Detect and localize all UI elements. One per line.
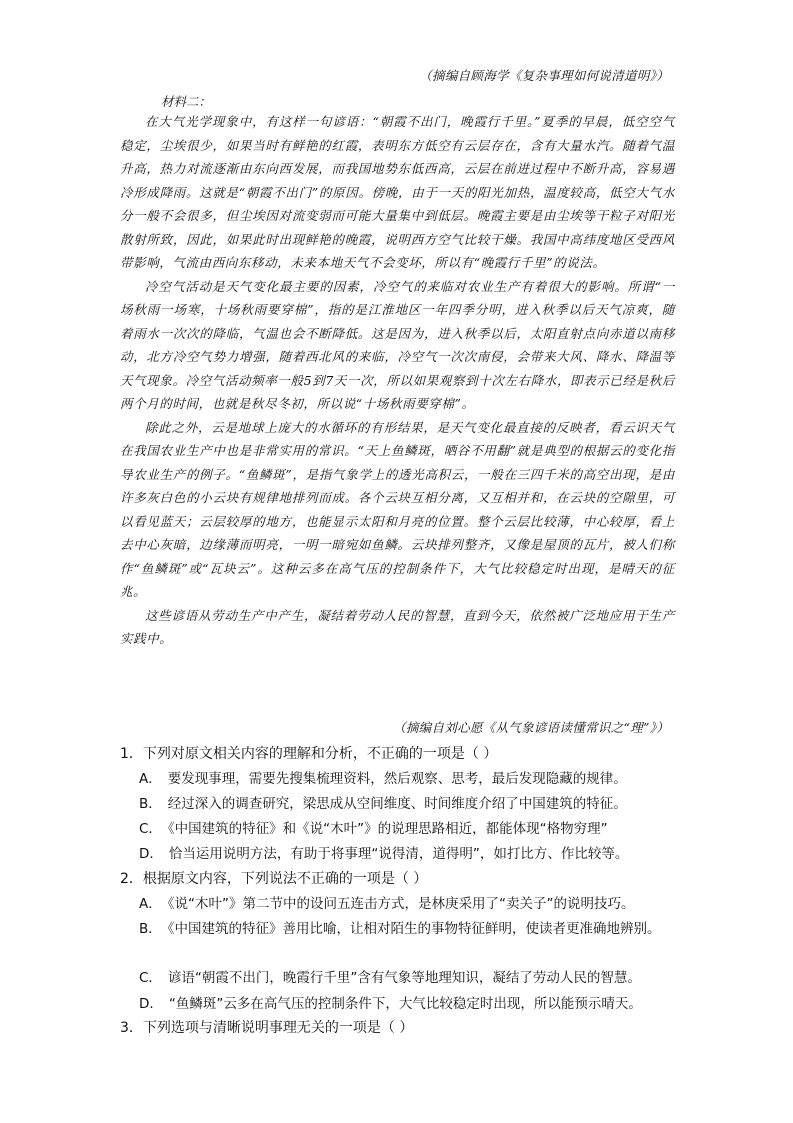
paragraph: 这些谚语从劳动生产中产生，凝结着劳动人民的智慧，直到今天，依然被广泛地应用于生产实践中。 xyxy=(120,607,675,646)
question-stem: 3．下列选项与清晰说明事理无关的一项是（ ） xyxy=(120,1020,414,1036)
material-label: 材料二： xyxy=(161,94,212,109)
option-text: “鱼鳞斑”云多在高气压的控制条件下，大气比较稳定时出现，所以能预示晴天。 xyxy=(168,996,642,1012)
source-citation-bottom: （摘编自刘心愿《从气象谚语读懂常识之“理”》） xyxy=(393,720,669,735)
option-text: 恰当运用说明方法，有助于将事理“说得清，道得明”，如打比方、作比较等。 xyxy=(168,846,629,862)
question-stem: 2．根据原文内容，下列说法不正确的一项是（ ） xyxy=(120,871,428,887)
option-letter: A． xyxy=(139,771,162,787)
option-text: 《中国建筑的特征》善用比喻，让相对陌生的事物特征鲜明，使读者更准确地辨别。 xyxy=(167,921,661,937)
option-letter: D． xyxy=(139,996,163,1012)
option-text: 《说“木叶”》第二节中的设问五连击方式，是林庚采用了“卖关子”的说明技巧。 xyxy=(167,896,635,912)
option-d xyxy=(139,842,679,866)
option-c xyxy=(139,817,679,841)
source-citation-top: （摘编自顾海学《复杂事理如何说清道明》） xyxy=(419,68,669,83)
option-d xyxy=(139,992,679,1016)
option-letter: C． xyxy=(139,821,162,837)
option-letter: A． xyxy=(139,896,162,912)
option-letter: B． xyxy=(139,796,162,812)
paragraph: 除此之外，云是地球上庞大的水循环的有形结果，是天气变化最直接的反映者，看云识天气在我国农业生产中也是非常实用的常识。“天上鱼鳞斑，晒谷不用翻”就是典型的根据云的变化指导农业生产的例子。“鱼鳞斑”，是指气象学上的透光高积云，一般在三四千米的高空出现，是由许多灰白色的小云块有规律地排列而成。各个云块互相分离，又互相并和，在云块的空隙里，可以看见蓝天；云层较厚的地方，也能显示太阳和月亮的位置。整个云层比较薄，中心较厚，看上去中心灰暗，边缘薄而明亮，一明一暗宛如鱼鳞。云块排列整齐，又像是屋顶的瓦片，被人们称作“鱼鳞斑”或“瓦块云”。这种云多在高气压的控制条件下，大气比较稳定时出现，是晴天的征兆。 xyxy=(120,419,675,599)
question-stem: 1．下列对原文相关内容的理解和分析，不正确的一项是（ ） xyxy=(120,746,498,762)
option-b xyxy=(139,792,679,816)
article-body xyxy=(120,110,675,651)
option-text: 谚语“朝霞不出门，晚霞行千里”含有气象等地理知识，凝结了劳动人民的智慧。 xyxy=(167,970,641,986)
option-a xyxy=(139,892,679,916)
option-letter: D． xyxy=(139,846,163,862)
paragraph: 冷空气活动是天气变化最主要的因素，冷空气的来临对农业生产有着很大的影响。所谓“一场秋雨一场寒，十场秋雨要穿棉”，指的是江淮地区一年四季分明，进入秋季以后天气凉爽，随着雨水一次次的降临，气温也会不断降低。这是因为，进入秋季以后，太阳直射点向赤道以南移动，北方冷空气势力增强，随着西北风的来临，冷空气一次次南侵，会带来大风、降水、降温等天气现象。冷空气活动频率一般5到7天一次，所以如果观察到十次左右降水，即表示已经是秋后两个月的时间，也就是秋尽冬初，所以说“十场秋雨要穿棉”。 xyxy=(120,278,675,411)
option-a xyxy=(139,767,679,791)
option-b xyxy=(139,917,679,941)
option-text: 经过深入的调查研究，梁思成从空间维度、时间维度介绍了中国建筑的特征。 xyxy=(167,796,627,812)
option-text: 《中国建筑的特征》和《说“木叶”》的说理思路相近，都能体现“格物穷理” xyxy=(167,821,608,837)
paragraph: 在大气光学现象中，有这样一句谚语：“朝霞不出门，晚霞行千里。”夏季的早晨，低空空气稳定，尘埃很少，如果当时有鲜艳的红霞，表明东方低空有云层存在，含有大量水汽。随着气温升高，热力对流逐渐由东向西发展，而我国地势东低西高，云层在前进过程中不断升高，容易遇冷形成降雨。这就是“朝霞不出门”的原因。傍晚，由于一天的阳光加热，温度较高，低空大气水分一般不会很多，但尘埃因对流变弱而可能大量集中到低层。晚霞主要是由尘埃等干粒子对阳光散射所致，因此，如果此时出现鲜艳的晚霞，说明西方空气比较干燥。我国中高纬度地区受西风带影响，气流由西向东移动，未来本地天气不会变坏，所以有“晚霞行千里”的说法。 xyxy=(120,114,675,270)
option-letter: C． xyxy=(139,970,162,986)
option-letter: B． xyxy=(139,921,162,937)
option-text: 要发现事理，需要先搜集梳理资料，然后观察、思考，最后发现隐藏的规律。 xyxy=(167,771,627,787)
option-c xyxy=(139,966,679,990)
